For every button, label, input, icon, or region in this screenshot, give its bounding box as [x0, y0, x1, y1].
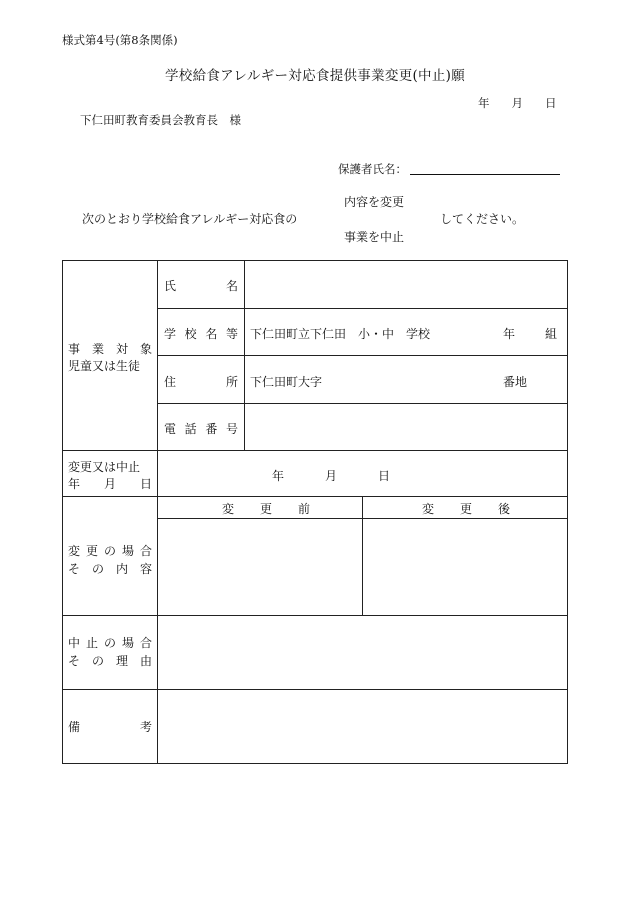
school-value: 下仁田町立下仁田 小・中 学校	[250, 327, 431, 341]
document-title: 学校給食アレルギー対応食提供事業変更(中止)願	[164, 68, 466, 84]
stop-label-line1: 中 止 の 場 合	[68, 636, 152, 650]
after-header: 変 更 後	[422, 502, 510, 516]
name-label: 氏 名	[164, 279, 238, 293]
row-divider	[157, 518, 568, 519]
remarks-field[interactable]	[159, 691, 566, 762]
addressee: 下仁田町教育委員会教育長 様	[80, 113, 241, 127]
request-option-change: 内容を変更	[344, 195, 405, 209]
subject-label-line2: 児童又は生徒	[68, 359, 141, 373]
date-year: 年	[478, 96, 490, 110]
guardian-name-field[interactable]	[410, 174, 560, 175]
phone-field[interactable]	[246, 405, 566, 449]
date-month: 月	[511, 96, 523, 110]
row-divider	[62, 496, 568, 497]
change-label-line1: 変 更 の 場 合	[68, 544, 152, 558]
school-year-unit: 年	[503, 327, 516, 341]
application-date	[478, 95, 557, 111]
date-day: 日	[545, 96, 557, 110]
row-divider	[157, 308, 568, 309]
request-prefix: 次のとおり学校給食アレルギー対応食の	[82, 212, 298, 226]
request-suffix: してください。	[440, 212, 525, 226]
row-divider	[62, 615, 568, 616]
stop-reason-field[interactable]	[159, 617, 566, 687]
row-divider	[62, 450, 568, 451]
row-divider	[62, 689, 568, 690]
row-divider	[157, 403, 568, 404]
before-header: 変 更 前	[222, 502, 310, 516]
remarks-label: 備 考	[68, 720, 152, 734]
request-option-stop: 事業を中止	[344, 230, 405, 244]
stop-label-line2: そ の 理 由	[68, 654, 152, 668]
school-class-unit: 組	[545, 327, 558, 341]
address-label: 住 所	[164, 375, 238, 389]
guardian-name-label: 保護者氏名：	[338, 162, 407, 176]
date-label-line1: 変更又は中止	[68, 460, 141, 474]
change-label-line2: そ の 内 容	[68, 562, 152, 576]
change-date-year: 年	[272, 469, 285, 483]
before-after-divider	[362, 496, 363, 615]
before-content-field[interactable]	[159, 520, 360, 613]
school-label: 学 校 名 等	[164, 327, 238, 341]
subject-label-line1: 事 業 対 象	[68, 342, 152, 356]
change-date-day: 日	[378, 469, 391, 483]
after-content-field[interactable]	[364, 520, 566, 613]
row-divider	[157, 355, 568, 356]
date-label-line2: 年 月 日	[68, 477, 152, 491]
address-banchi: 番地	[503, 375, 528, 389]
phone-label: 電 話 番 号	[164, 422, 238, 436]
address-value: 下仁田町大字	[250, 375, 323, 389]
form-number: 様式第4号(第8条関係)	[62, 33, 178, 47]
change-date-month: 月	[325, 469, 338, 483]
